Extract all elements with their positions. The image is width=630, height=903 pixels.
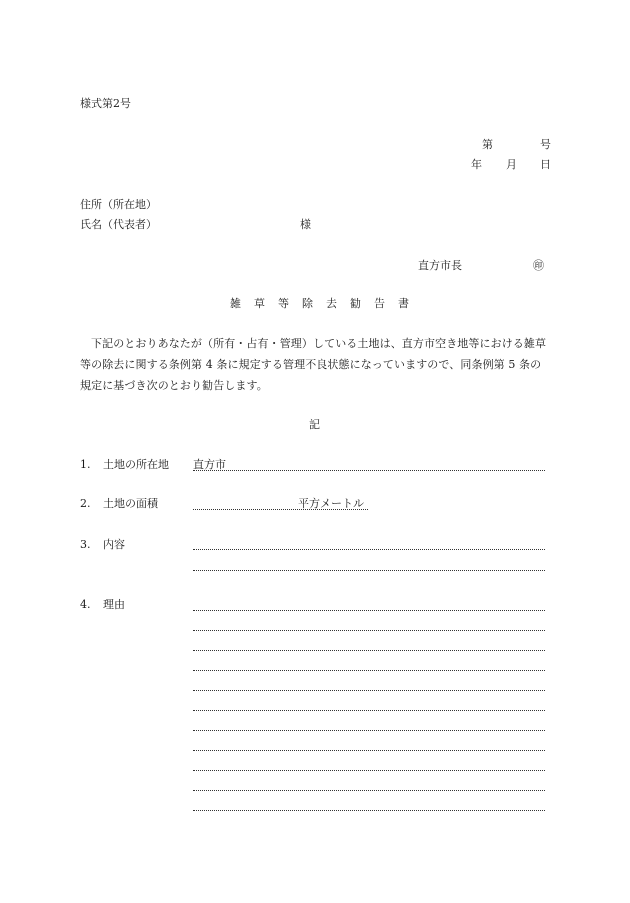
fill-line (193, 690, 545, 691)
name-label: 氏名（代表者） (80, 218, 157, 231)
item-number: 2. (80, 497, 91, 510)
fill-line (193, 650, 545, 651)
item-number: 1. (80, 458, 91, 471)
title-char: 告 (374, 297, 385, 310)
fill-line (193, 670, 545, 671)
title-char: 草 (254, 297, 265, 310)
issuer-title: 直方市長 (418, 259, 462, 272)
item-label-content: 内容 (103, 538, 125, 551)
item-number: 3. (80, 538, 91, 551)
fill-line (193, 509, 368, 510)
date-day: 日 (540, 158, 551, 171)
item-label-reason: 理由 (103, 598, 125, 611)
date-month: 月 (506, 158, 517, 171)
doc-number-go: 号 (540, 138, 551, 151)
seal-mark: ㊞ (533, 259, 544, 272)
date-year: 年 (471, 158, 482, 171)
form-number: 様式第2号 (80, 97, 131, 110)
fill-line (193, 610, 545, 611)
fill-line (193, 750, 545, 751)
item-value-location: 直方市 (193, 458, 226, 471)
title-char: 書 (398, 297, 409, 310)
ki-heading: 記 (309, 418, 320, 431)
title-char: 雑 (230, 297, 241, 310)
fill-line (193, 710, 545, 711)
fill-line (193, 630, 545, 631)
fill-line (193, 790, 545, 791)
item-value-area-unit: 平方メートル (298, 497, 364, 510)
item-label-location: 土地の所在地 (103, 458, 169, 471)
item-label-area: 土地の面積 (103, 497, 158, 510)
fill-line (193, 810, 545, 811)
fill-line (193, 730, 545, 731)
title-char: 除 (302, 297, 313, 310)
sama-honorific: 様 (300, 218, 311, 231)
address-label: 住所（所在地） (80, 198, 157, 211)
title-char: 去 (326, 297, 337, 310)
fill-line (193, 570, 545, 571)
title-char: 勧 (350, 297, 361, 310)
item-number: 4. (80, 598, 91, 611)
fill-line (193, 770, 545, 771)
fill-line (193, 470, 545, 471)
body-paragraph: 下記のとおりあなたが（所有・占有・管理）している土地は、直方市空き地等における雑草等の除去に関する条例第 4 条に規定する管理不良状態になっていますので、同条例第 5 条の規定に基づき次のとおり勧告します。 (80, 337, 547, 392)
document-title (230, 297, 409, 311)
fill-line (193, 549, 545, 550)
title-char: 等 (278, 297, 289, 310)
doc-number-dai: 第 (482, 138, 493, 151)
